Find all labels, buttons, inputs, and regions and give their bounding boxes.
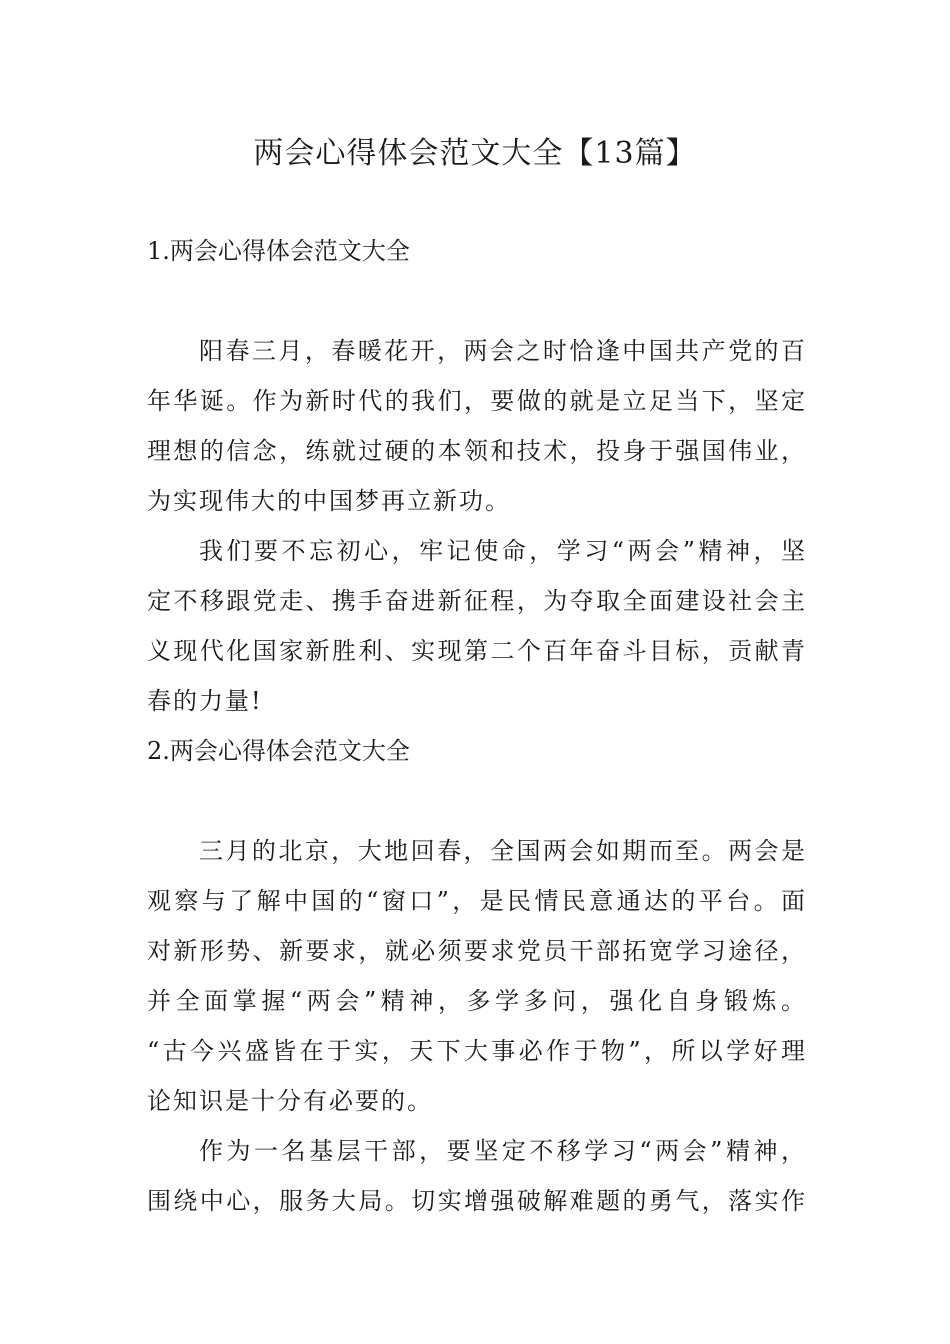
paragraph-line: 论知识是十分有必要的。 <box>147 1087 433 1115</box>
paragraph-line: 对新形势、新要求，就必须要求党员干部拓宽学习途径， <box>147 937 807 965</box>
paragraph-line: “古今兴盛皆在于实，天下大事必作于物”，所以学好理 <box>147 1037 807 1065</box>
paragraph-line: 阳春三月，春暖花开，两会之时恰逢中国共产党的百 <box>199 337 807 365</box>
paragraph <box>147 826 807 1126</box>
paragraph-line: 春的力量! <box>147 687 263 715</box>
section-heading-1: 1.两会心得体会范文大全 <box>147 237 410 265</box>
paragraph <box>147 526 807 726</box>
paragraph-line: 为实现伟大的中国梦再立新功。 <box>147 487 511 515</box>
paragraph <box>147 1126 807 1226</box>
paragraph <box>147 326 807 526</box>
paragraph-line: 围绕中心，服务大局。切实增强破解难题的勇气，落实作 <box>147 1187 807 1215</box>
paragraph-line: 并全面掌握“两会”精神，多学多问，强化自身锻炼。 <box>147 987 807 1015</box>
document-body <box>147 226 807 1226</box>
paragraph-line: 定不移跟党走、携手奋进新征程，为夺取全面建设社会主 <box>147 587 807 615</box>
section-spacer <box>147 776 807 826</box>
document-title: 两会心得体会范文大全【13篇】 <box>253 136 697 171</box>
paragraph-line: 义现代化国家新胜利、实现第二个百年奋斗目标，贡献青 <box>147 637 807 665</box>
section-spacer <box>147 276 807 326</box>
paragraph-line: 年华诞。作为新时代的我们，要做的就是立足当下，坚定 <box>147 387 807 415</box>
paragraph-line: 三月的北京，大地回春，全国两会如期而至。两会是 <box>199 837 807 865</box>
paragraph-line: 作为一名基层干部，要坚定不移学习“两会”精神， <box>199 1137 807 1165</box>
paragraph-line: 我们要不忘初心，牢记使命，学习“两会”精神，坚 <box>199 537 807 565</box>
paragraph-line: 观察与了解中国的“窗口”，是民情民意通达的平台。面 <box>147 887 807 915</box>
section-heading-2: 2.两会心得体会范文大全 <box>147 737 410 765</box>
paragraph-line: 理想的信念，练就过硬的本领和技术，投身于强国伟业， <box>147 437 807 465</box>
